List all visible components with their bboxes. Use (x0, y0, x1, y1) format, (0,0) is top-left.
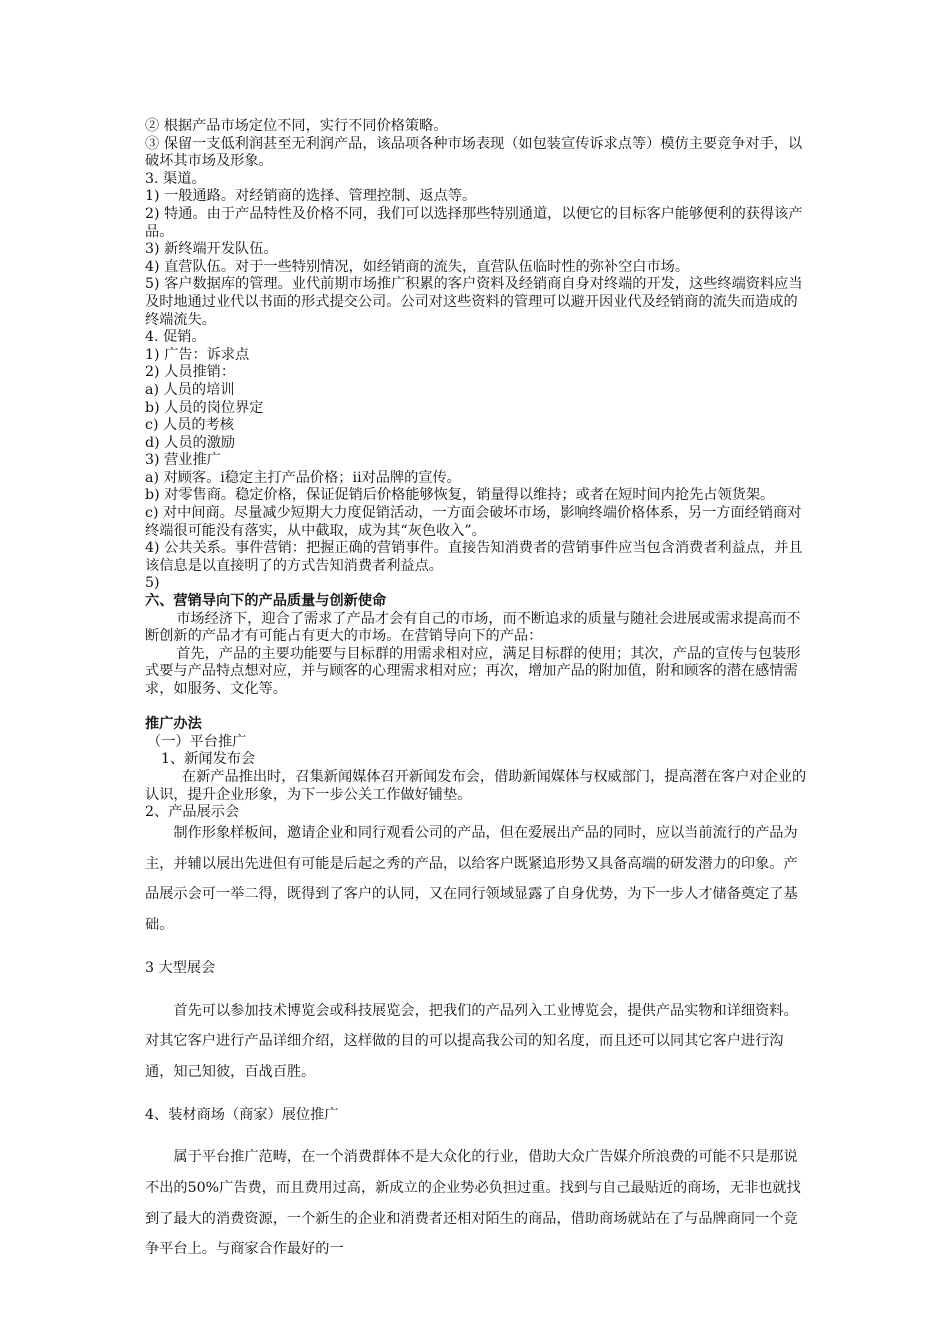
text-line: ③ 保留一支低利润甚至无利润产品，该品项各种市场表现（如包装宣传诉求点等）模仿主要竞争对手，以破坏其市场及形象。 (145, 135, 803, 170)
text-line: 1) 一般通路。对经销商的选择、管理控制、返点等。 (145, 188, 477, 205)
mall-booth-heading: 4、装材商场（商家）展位推广 (145, 1106, 339, 1123)
news-conference-heading: 1、新闻发布会 (161, 751, 256, 768)
product-show-heading: 2、产品展示会 (145, 804, 240, 821)
news-conference-paragraph: 在新产品推出时，召集新闻媒体召开新闻发布会，借助新闻媒体与权威部门，提高潜在客户对企业的认识，提升企业形象，为下一步公关工作做好铺垫。 (145, 768, 807, 803)
text-line: b) 对零售商。稳定价格，保证促销后价格能够恢复，销量得以维持；或者在短时间内抢先占领货架。 (145, 487, 775, 504)
section6-paragraph: 首先，产品的主要功能要与目标群的用需求相对应，满足目标群的使用；其次，产品的宣传与包装形式要与产品特点想对应，并与顾客的心理需求相对应；再次，增加产品的附加值，附和顾客的潜在感情需求，如服务、文化等。 (145, 645, 801, 697)
expo-paragraph: 首先可以参加技术博览会或科技展览会，把我们的产品列入工业博览会，提供产品实物和详细资料。对其它客户进行产品详细介绍，这样做的目的可以提高我公司的知名度，而且还可以同其它客户进行沟通，知己知彼，百战百胜。 (145, 1002, 798, 1080)
mall-booth-paragraph: 属于平台推广范畴，在一个消费群体不是大众化的行业，借助大众广告媒介所浪费的可能不只是那说不出的50%广告费，而且费用过高，新成立的企业势必负担过重。找到与自己最贴近的商场，无非也就找到了最大的消费资源，一个新生的企业和消费者还相对陌生的商品，借助商场就站在了与品牌商同一个竞争平台上。与商家合作最好的一 (145, 1149, 801, 1258)
promo-heading: 推广办法 (145, 716, 202, 733)
text-line: 4. 促销。 (145, 329, 206, 346)
text-line: 3) 营业推广 (145, 452, 221, 469)
lower-text-block (145, 818, 810, 1265)
text-line: b) 人员的岗位界定 (145, 399, 264, 416)
text-line: 1) 广告：诉求点 (145, 346, 250, 363)
text-line: ② 根据产品市场定位不同，实行不同价格策略。 (145, 118, 448, 134)
expo-heading: 3 大型展会 (145, 959, 216, 976)
text-line: 4) 直营队伍。对于一些特别情况，如经销商的流失，直营队伍临时性的弥补空白市场。 (145, 258, 690, 275)
section6-paragraph: 市场经济下，迎合了需求了产品才会有自己的市场，而不断追求的质量与随社会进展或需求提高而不断创新的产品才有可能占有更大的市场。在营销导向下的产品： (145, 610, 801, 645)
upper-text-block (145, 118, 810, 822)
text-line: 2) 特通。由于产品特性及价格不同，我们可以选择那些特别通道，以便它的目标客户能够便利的获得该产品。 (145, 205, 803, 240)
text-line: d) 人员的激励 (145, 434, 236, 451)
text-line: 3. 渠道。 (145, 170, 206, 187)
promo-subheading: （一）平台推广 (147, 733, 247, 750)
text-line: 4) 公共关系。事件营销：把握正确的营销事件。直接告知消费者的营销事件应当包含消费者利益点，并且该信息是以直接明了的方式告知消费者利益点。 (145, 540, 803, 574)
text-line: a) 人员的培训 (145, 381, 235, 398)
text-line: 2) 人员推销： (145, 364, 236, 381)
section6-heading: 六、营销导向下的产品质量与创新使命 (145, 593, 387, 610)
text-line: a) 对顾客。ⅰ稳定主打产品价格；ⅱ对品牌的宣传。 (145, 469, 461, 486)
spacer (145, 699, 810, 717)
text-line: 3) 新终端开发队伍。 (145, 241, 278, 258)
product-show-paragraph: 制作形象样板间，邀请企业和同行观看公司的产品，但在爱展出产品的同时，应以当前流行的产品为主，并辅以展出先进但有可能是后起之秀的产品，以给客户既紧追形势又具备高端的研发潜力的印象。产品展示会可一举二得，既得到了客户的认同，又在同行领域显露了自身优势，为下一步人才储备奠定了基础。 (145, 825, 798, 934)
text-line: c) 对中间商。尽量减少短期大力度促销活动，一方面会破坏市场，影响终端价格体系，另一方面经销商对终端很可能没有落实，从中截取，成为其“灰色收入”。 (145, 505, 802, 539)
text-line: 5) 客户数据库的管理。业代前期市场推广积累的客户资料及经销商自身对终端的开发，这些终端资料应当及时地通过业代以书面的形式提交公司。公司对这些资料的管理可以避开因业代及经销商的流失而造成的终端流失。 (145, 276, 803, 328)
text-line: c) 人员的考核 (145, 417, 234, 434)
text-line: 5) (145, 575, 160, 592)
